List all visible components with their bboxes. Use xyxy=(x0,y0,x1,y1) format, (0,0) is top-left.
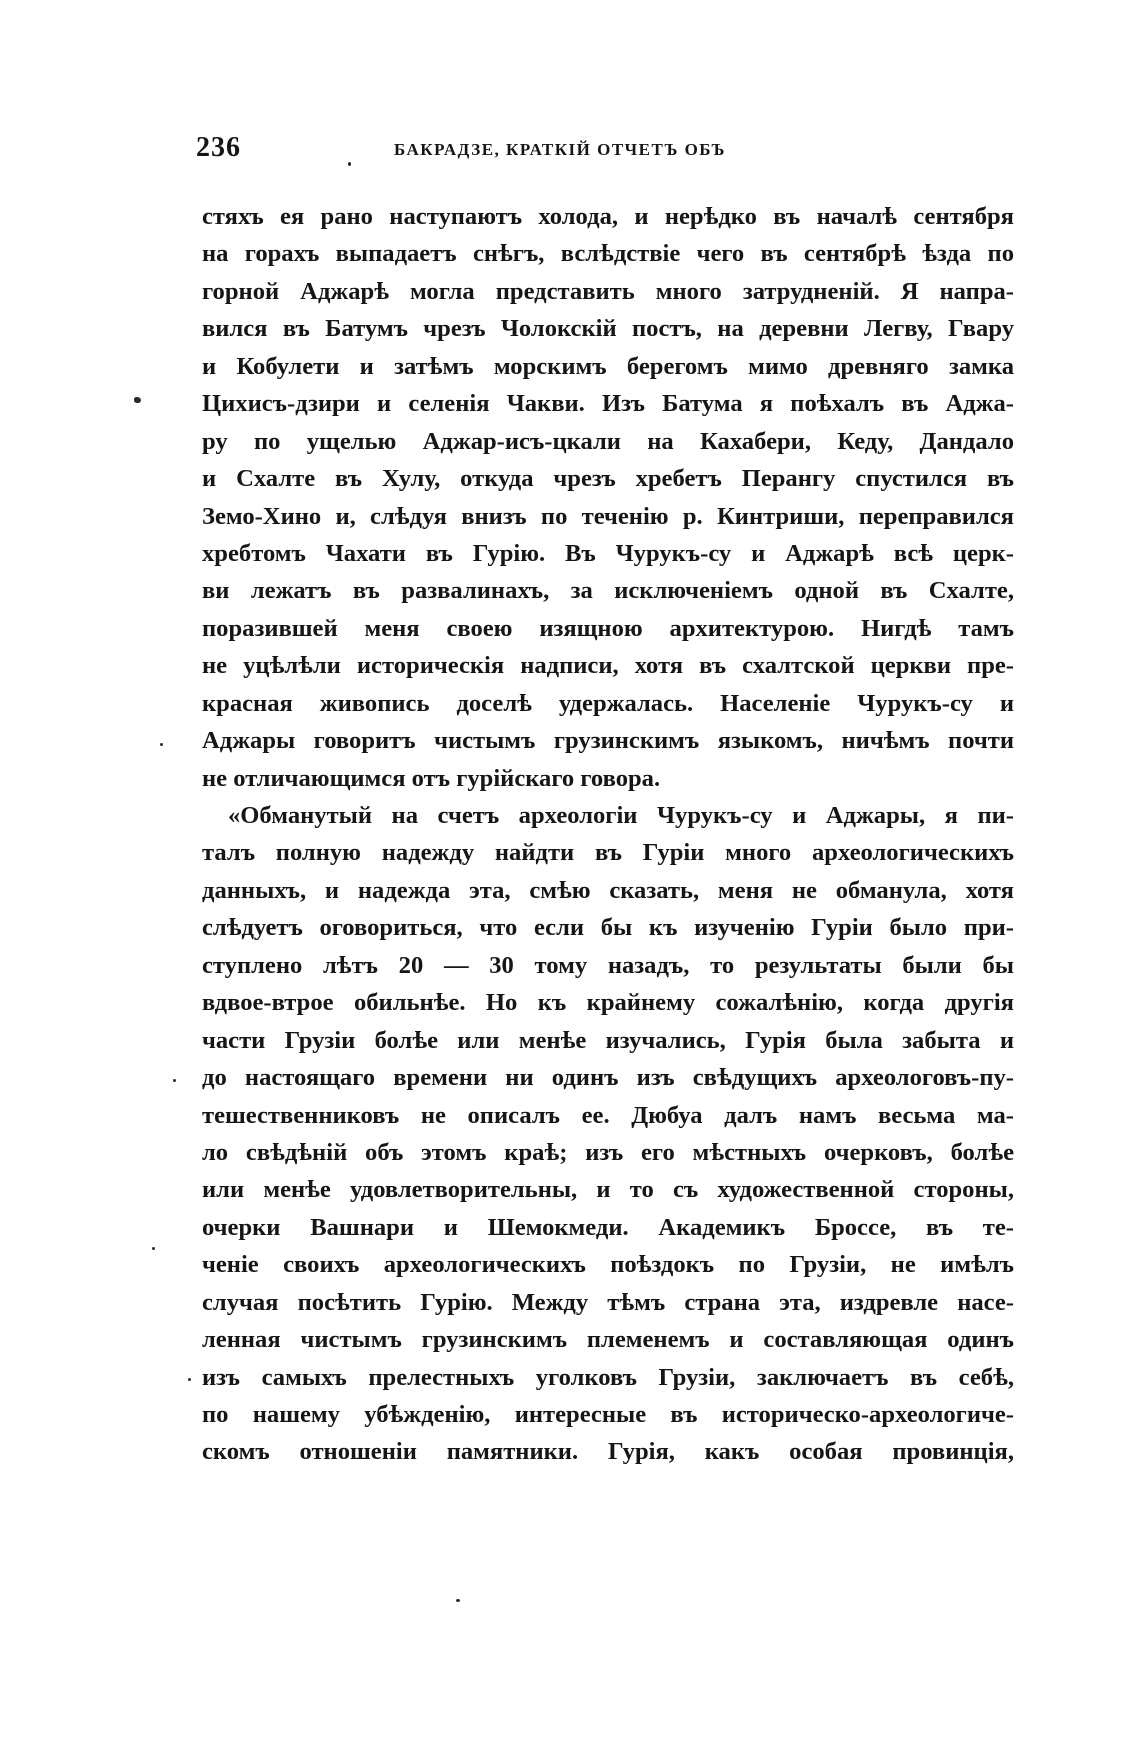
text-line: ло свѣдѣній объ этомъ краѣ; изъ его мѣстныхъ очерковъ, болѣе xyxy=(202,1138,1014,1166)
text-line: до настоящаго времени ни одинъ изъ свѣдущихъ археологовъ-пу- xyxy=(202,1064,1014,1092)
text-line: слѣдуетъ оговориться, что если бы къ изученію Гуріи было при- xyxy=(202,914,1014,942)
text-line: изъ самыхъ прелестныхъ уголковъ Грузіи, заключаетъ въ себѣ, xyxy=(202,1363,1014,1391)
text-line: стяхъ ея рано наступаютъ холода, и нерѣдко въ началѣ сентября xyxy=(202,203,1014,230)
scan-speck xyxy=(173,1079,176,1082)
text-line: данныхъ, и надежда эта, смѣю сказать, меня не обманула, хотя xyxy=(202,876,1014,904)
scan-speck xyxy=(348,162,351,166)
text-line: вдвое-втрое обильнѣе. Но къ крайнему сожалѣнію, когда другія xyxy=(202,989,1014,1017)
text-line: Земо-Хино и, слѣдуя внизъ по теченію р. Кинтриши, переправился xyxy=(202,502,1014,530)
text-line: не отличающимся отъ гурійскаго говора. xyxy=(202,764,661,792)
paragraph-2 xyxy=(202,797,1014,1471)
text-line: и Схалте въ Хулу, откуда чрезъ хребетъ Перангу спустился въ xyxy=(202,465,1014,493)
text-line: и Кобулети и затѣмъ морскимъ берегомъ мимо древняго замка xyxy=(202,352,1014,380)
text-line: тешественниковъ не описалъ ее. Дюбуа далъ намъ весьма ма- xyxy=(202,1101,1014,1129)
scan-speck xyxy=(160,743,163,746)
text-line: ленная чистымъ грузинскимъ племенемъ и составляющая одинъ xyxy=(202,1326,1014,1354)
text-line: очерки Вашнари и Шемокмеди. Академикъ Броссе, въ те- xyxy=(202,1213,1014,1241)
text-line: или менѣе удовлетворительны, и то съ художественной стороны, xyxy=(202,1176,1014,1204)
text-line: на горахъ выпадаетъ снѣгъ, вслѣдствіе чего въ сентябрѣ ѣзда по xyxy=(202,240,1014,268)
scan-speck xyxy=(188,1378,191,1381)
paragraph-1 xyxy=(202,198,1014,797)
text-line: по нашему убѣжденію, интересные въ историческо-археологиче- xyxy=(202,1401,1014,1428)
text-line: хребтомъ Чахати въ Гурію. Въ Чурукъ-су и Аджарѣ всѣ церк- xyxy=(202,539,1014,567)
text-line: не уцѣлѣли историческія надписи, хотя въ схалтской церкви пре- xyxy=(202,652,1014,680)
text-line: Цихисъ-дзири и селенія Чакви. Изъ Батума я поѣхалъ въ Аджа- xyxy=(202,390,1014,418)
text-line: случая посѣтить Гурію. Между тѣмъ страна эта, издревле насе- xyxy=(202,1288,1014,1316)
page-header xyxy=(196,132,1016,172)
text-line: поразившей меня своею изящною архитектурою. Нигдѣ тамъ xyxy=(202,614,1014,642)
text-line: талъ полную надежду найдти въ Гуріи много археологическихъ xyxy=(202,839,1014,867)
text-line: ви лежатъ въ развалинахъ, за исключеніемъ одной въ Схалте, xyxy=(202,577,1014,605)
running-head: БАКРАДЗЕ, КРАТКІЙ ОТЧЕТЪ ОБЪ xyxy=(394,140,726,159)
text-line: красная живопись доселѣ удержалась. Населеніе Чурукъ-су и xyxy=(202,689,1014,717)
text-line: ченіе своихъ археологическихъ поѣздокъ по Грузіи, не имѣлъ xyxy=(202,1251,1014,1279)
text-line: вился въ Батумъ чрезъ Чолокскій постъ, на деревни Легву, Гвару xyxy=(202,315,1014,343)
page-number: 236 xyxy=(196,132,241,163)
text-line: «Обманутый на счетъ археологіи Чурукъ-су и Аджары, я пи- xyxy=(228,802,1014,829)
scan-speck xyxy=(456,1599,460,1602)
text-line: скомъ отношеніи памятники. Гурія, какъ особая провинція, xyxy=(202,1438,1014,1466)
scan-speck xyxy=(152,1247,155,1250)
scan-speck xyxy=(134,397,141,403)
text-line: горной Аджарѣ могла представить много затрудненій. Я напра- xyxy=(202,277,1014,305)
text-line: ру по ущелью Аджар-исъ-цкали на Кахабери, Кеду, Дандало xyxy=(202,427,1014,455)
body-text xyxy=(202,198,1014,1471)
text-line: Аджары говоритъ чистымъ грузинскимъ языкомъ, ничѣмъ почти xyxy=(202,727,1014,755)
text-line: ступлено лѣтъ 20 — 30 тому назадъ, то результаты были бы xyxy=(202,951,1014,979)
text-line: части Грузіи болѣе или менѣе изучались, Гурія была забыта и xyxy=(202,1026,1014,1054)
